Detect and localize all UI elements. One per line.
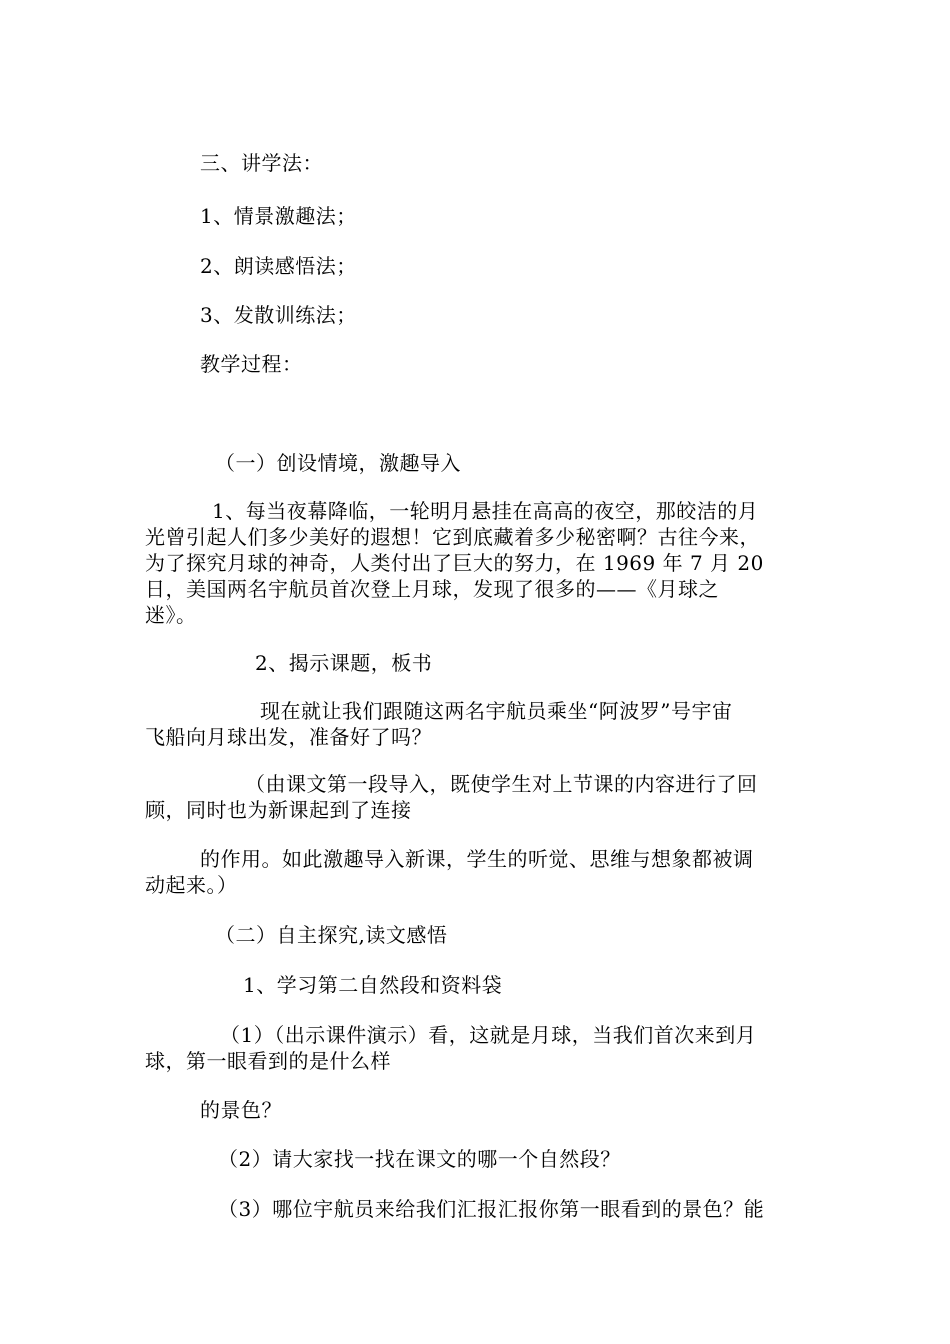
method-item-1: 1、情景激趣法； <box>200 204 357 228</box>
question-2: （2）请大家找一找在课文的哪一个自然段？ <box>218 1147 621 1171</box>
paragraph-line: 的作用。如此激趣导入新课，学生的听觉、思维与想象都被调 <box>200 847 754 871</box>
paragraph-journey <box>145 698 810 750</box>
paragraph-line: 日，美国两名宇航员首次登上月球，发现了很多的——《月球之 <box>145 577 719 601</box>
paragraph-line: 现在就让我们跟随这两名宇航员乘坐“阿波罗”号宇宙 <box>260 699 733 723</box>
paragraph-note <box>145 771 810 823</box>
paragraph-line: 迷》。 <box>145 603 197 627</box>
process-heading: 教学过程： <box>200 352 303 376</box>
section-1-title: （一）创设情境，激趣导入 <box>215 451 461 475</box>
method-item-2: 2、朗读感悟法； <box>200 254 357 278</box>
paragraph-question-1 <box>145 1022 810 1074</box>
paragraph-question-1-cont: 的景色？ <box>200 1098 282 1122</box>
paragraph-line: 为了探究月球的神奇，人类付出了巨大的努力，在 1969 年 7 月 20 <box>145 551 764 575</box>
paragraph-line: （由课文第一段导入，既使学生对上节课的内容进行了回 <box>245 772 758 796</box>
paragraph-line: （1）（出示课件演示）看，这就是月球，当我们首次来到月 <box>220 1023 757 1047</box>
paragraph-note-cont <box>145 846 810 898</box>
paragraph-line: 动起来。） <box>145 873 238 897</box>
section-2-title: （二）自主探究,读文感悟 <box>215 923 448 947</box>
question-3: （3）哪位宇航员来给我们汇报汇报你第一眼看到的景色？能 <box>218 1197 765 1221</box>
paragraph-line: 球，第一眼看到的是什么样 <box>145 1049 391 1073</box>
step-study-title: 1、学习第二自然段和资料袋 <box>243 973 503 997</box>
method-item-3: 3、发散训练法； <box>200 303 357 327</box>
paragraph-line: 1、每当夜幕降临，一轮明月悬挂在高高的夜空，那皎洁的月 <box>212 499 759 523</box>
paragraph-line: 光曾引起人们多少美好的遐想！它到底藏着多少秘密啊？古往今来， <box>145 525 760 549</box>
paragraph-line: 飞船向月球出发，准备好了吗？ <box>145 725 432 749</box>
paragraph-intro <box>145 498 810 628</box>
method-heading: 三、讲学法： <box>200 151 323 175</box>
step-reveal-title: 2、揭示课题，板书 <box>255 651 433 675</box>
paragraph-line: 顾，同时也为新课起到了连接 <box>145 798 412 822</box>
